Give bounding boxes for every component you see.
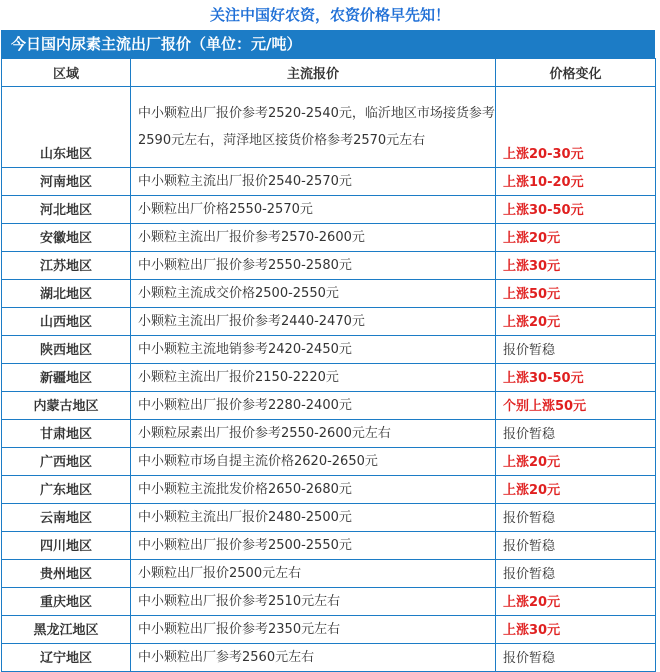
region-cell: 黑龙江地区 [2, 616, 131, 644]
price-table [1, 58, 656, 672]
column-header-region: 区域 [2, 59, 131, 87]
region-cell: 云南地区 [2, 504, 131, 532]
price-cell: 小颗粒尿素出厂报价参考2550-2600元左右 [131, 420, 496, 448]
table-row [2, 420, 656, 448]
change-cell: 上涨30元 [496, 252, 656, 280]
region-cell: 四川地区 [2, 532, 131, 560]
promo-banner: 关注中国好农资，农资价格早先知！ [209, 6, 450, 24]
table-row [2, 504, 656, 532]
change-cell: 上涨30元 [496, 616, 656, 644]
change-cell: 报价暂稳 [496, 532, 656, 560]
region-cell: 重庆地区 [2, 588, 131, 616]
table-row [2, 392, 656, 420]
region-cell: 河北地区 [2, 196, 131, 224]
change-cell: 上涨20元 [496, 588, 656, 616]
price-cell: 中小颗粒主流出厂报价2540-2570元 [131, 168, 496, 196]
price-cell: 中小颗粒出厂报价参考2550-2580元 [131, 252, 496, 280]
table-row [2, 644, 656, 672]
price-cell: 小颗粒出厂价格2550-2570元 [131, 196, 496, 224]
price-cell: 中小颗粒出厂报价参考2280-2400元 [131, 392, 496, 420]
price-cell: 小颗粒出厂报价2500元左右 [131, 560, 496, 588]
table-row [2, 532, 656, 560]
region-cell: 甘肃地区 [2, 420, 131, 448]
price-cell: 中小颗粒主流地销参考2420-2450元 [131, 336, 496, 364]
change-cell: 上涨20元 [496, 476, 656, 504]
table-row [2, 616, 656, 644]
region-cell: 贵州地区 [2, 560, 131, 588]
region-cell: 山西地区 [2, 308, 131, 336]
region-cell: 陕西地区 [2, 336, 131, 364]
table-row [2, 308, 656, 336]
region-cell: 辽宁地区 [2, 644, 131, 672]
price-cell: 中小颗粒出厂报价参考2500-2550元 [131, 532, 496, 560]
table-row [2, 560, 656, 588]
change-cell: 报价暂稳 [496, 560, 656, 588]
table-row [2, 476, 656, 504]
region-cell: 江苏地区 [2, 252, 131, 280]
price-cell: 中小颗粒主流出厂报价2480-2500元 [131, 504, 496, 532]
change-cell: 上涨20-30元 [496, 87, 656, 168]
change-cell: 上涨30-50元 [496, 196, 656, 224]
change-cell: 报价暂稳 [496, 336, 656, 364]
region-cell: 广西地区 [2, 448, 131, 476]
region-cell: 内蒙古地区 [2, 392, 131, 420]
table-row [2, 448, 656, 476]
price-cell: 中小颗粒出厂报价参考2520-2540元，临沂地区市场接货参考2590元左右，菏泽地区接货价格参考2570元左右 [131, 87, 496, 168]
region-cell: 新疆地区 [2, 364, 131, 392]
price-cell: 中小颗粒出厂报价参考2350元左右 [131, 616, 496, 644]
table-title: 今日国内尿素主流出厂报价（单位：元/吨） [1, 30, 655, 58]
change-cell: 报价暂稳 [496, 504, 656, 532]
change-cell: 报价暂稳 [496, 420, 656, 448]
price-cell: 小颗粒主流出厂报价参考2440-2470元 [131, 308, 496, 336]
table-row [2, 336, 656, 364]
table-row [2, 196, 656, 224]
region-cell: 安徽地区 [2, 224, 131, 252]
price-cell: 小颗粒主流出厂报价2150-2220元 [131, 364, 496, 392]
table-body [2, 87, 656, 672]
table-row [2, 87, 656, 168]
table-row [2, 364, 656, 392]
change-cell: 上涨30-50元 [496, 364, 656, 392]
region-cell: 山东地区 [2, 87, 131, 168]
change-cell: 上涨20元 [496, 448, 656, 476]
price-cell: 小颗粒主流成交价格2500-2550元 [131, 280, 496, 308]
table-row [2, 224, 656, 252]
column-header-price: 主流报价 [131, 59, 496, 87]
table-row [2, 280, 656, 308]
price-cell: 中小颗粒市场自提主流价格2620-2650元 [131, 448, 496, 476]
table-row [2, 588, 656, 616]
price-cell: 中小颗粒出厂报价参考2510元左右 [131, 588, 496, 616]
change-cell: 上涨50元 [496, 280, 656, 308]
region-cell: 广东地区 [2, 476, 131, 504]
price-cell: 小颗粒主流出厂报价参考2570-2600元 [131, 224, 496, 252]
price-cell: 中小颗粒主流批发价格2650-2680元 [131, 476, 496, 504]
region-cell: 河南地区 [2, 168, 131, 196]
column-header-change: 价格变化 [496, 59, 656, 87]
table-row [2, 252, 656, 280]
change-cell: 上涨20元 [496, 308, 656, 336]
change-cell: 上涨20元 [496, 224, 656, 252]
region-cell: 湖北地区 [2, 280, 131, 308]
change-cell: 报价暂稳 [496, 644, 656, 672]
price-cell: 中小颗粒出厂参考2560元左右 [131, 644, 496, 672]
change-cell: 上涨10-20元 [496, 168, 656, 196]
change-cell: 个别上涨50元 [496, 392, 656, 420]
table-row [2, 168, 656, 196]
